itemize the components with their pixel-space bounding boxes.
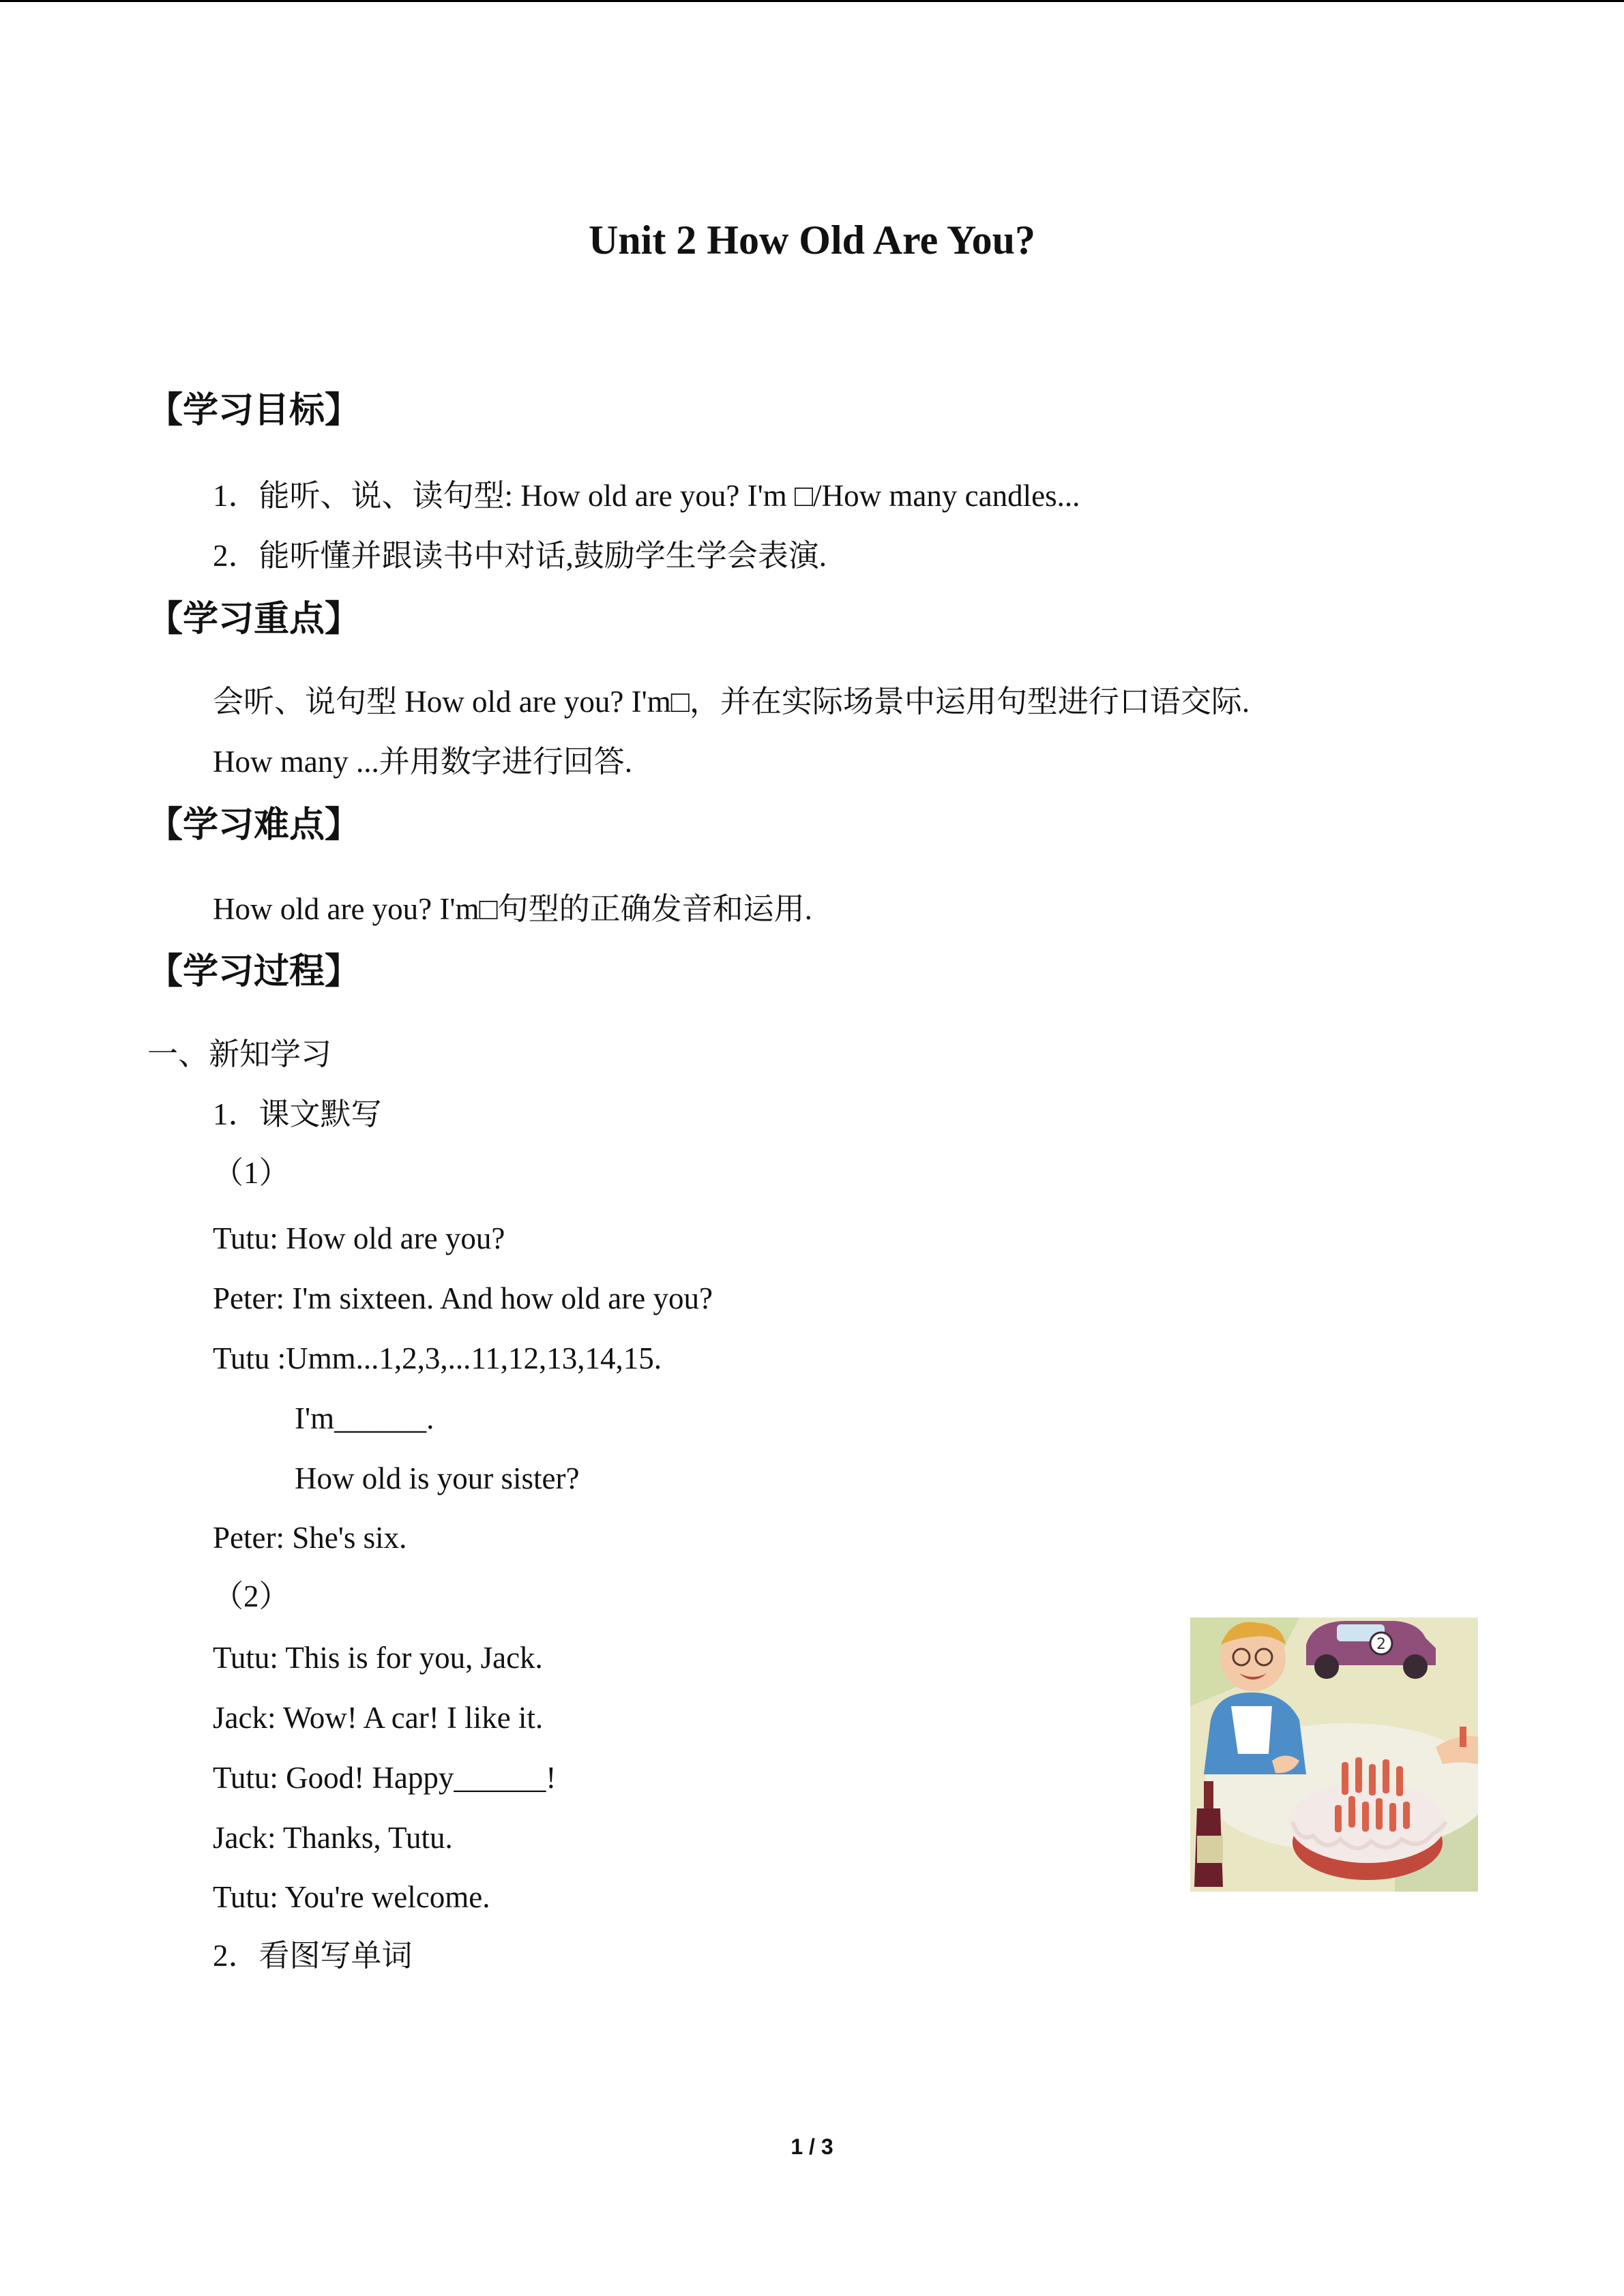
page-title: Unit 2 How Old Are You? <box>588 218 1036 263</box>
task-picture-words: 2．看图写单词 <box>213 1939 413 1973</box>
birthday-cake-illustration <box>1190 1617 1478 1892</box>
difficulties-heading: 【学习难点】 <box>147 805 361 846</box>
dialog1-line-6: Peter: She's six. <box>213 1521 407 1555</box>
top-border-line <box>0 0 1624 2</box>
key-point-line-1: 会听、说句型 How old are you? I'm□，并在实际场景中运用句型进行口语交际. <box>213 685 1250 719</box>
objective-item-1: 1．能听、说、读句型: How old are you? I'm □/How many candles... <box>213 479 1080 513</box>
task-dictation: 1．课文默写 <box>213 1097 382 1131</box>
dialog1-line-1: Tutu: How old are you? <box>213 1221 505 1255</box>
dialog2-line-2: Jack: Wow! A car! I like it. <box>213 1701 544 1735</box>
dialog2-line-1: Tutu: This is for you, Jack. <box>213 1641 543 1675</box>
difficulty-line-1: How old are you? I'm□句型的正确发音和运用. <box>213 892 812 926</box>
svg-text:2: 2 <box>1376 1636 1386 1653</box>
page-number: 1 / 3 <box>791 2134 833 2159</box>
key-points-heading: 【学习重点】 <box>147 599 361 640</box>
process-heading: 【学习过程】 <box>147 951 361 992</box>
dialog1-line-5: How old is your sister? <box>295 1461 580 1495</box>
dialog2-line-5: Tutu: You're welcome. <box>213 1880 490 1914</box>
dialog1-label: （1） <box>213 1156 290 1190</box>
dialog2-line-3-blank: Tutu: Good! Happy______! <box>213 1761 557 1795</box>
dialog2-label: （2） <box>213 1579 290 1613</box>
dialog1-line-4-blank: I'm______. <box>295 1401 434 1435</box>
dialog1-line-3: Tutu :Umm...1,2,3,...11,12,13,14,15. <box>213 1341 662 1375</box>
objectives-heading: 【学习目标】 <box>147 390 361 431</box>
key-point-line-2: How many ...并用数字进行回答. <box>213 745 632 779</box>
objective-item-2: 2．能听懂并跟读书中对话,鼓励学生学会表演. <box>213 539 827 573</box>
dialog1-line-2: Peter: I'm sixteen. And how old are you? <box>213 1281 713 1315</box>
dialog2-line-4: Jack: Thanks, Tutu. <box>213 1821 453 1855</box>
part-new-knowledge: 一、新知学习 <box>147 1037 332 1071</box>
